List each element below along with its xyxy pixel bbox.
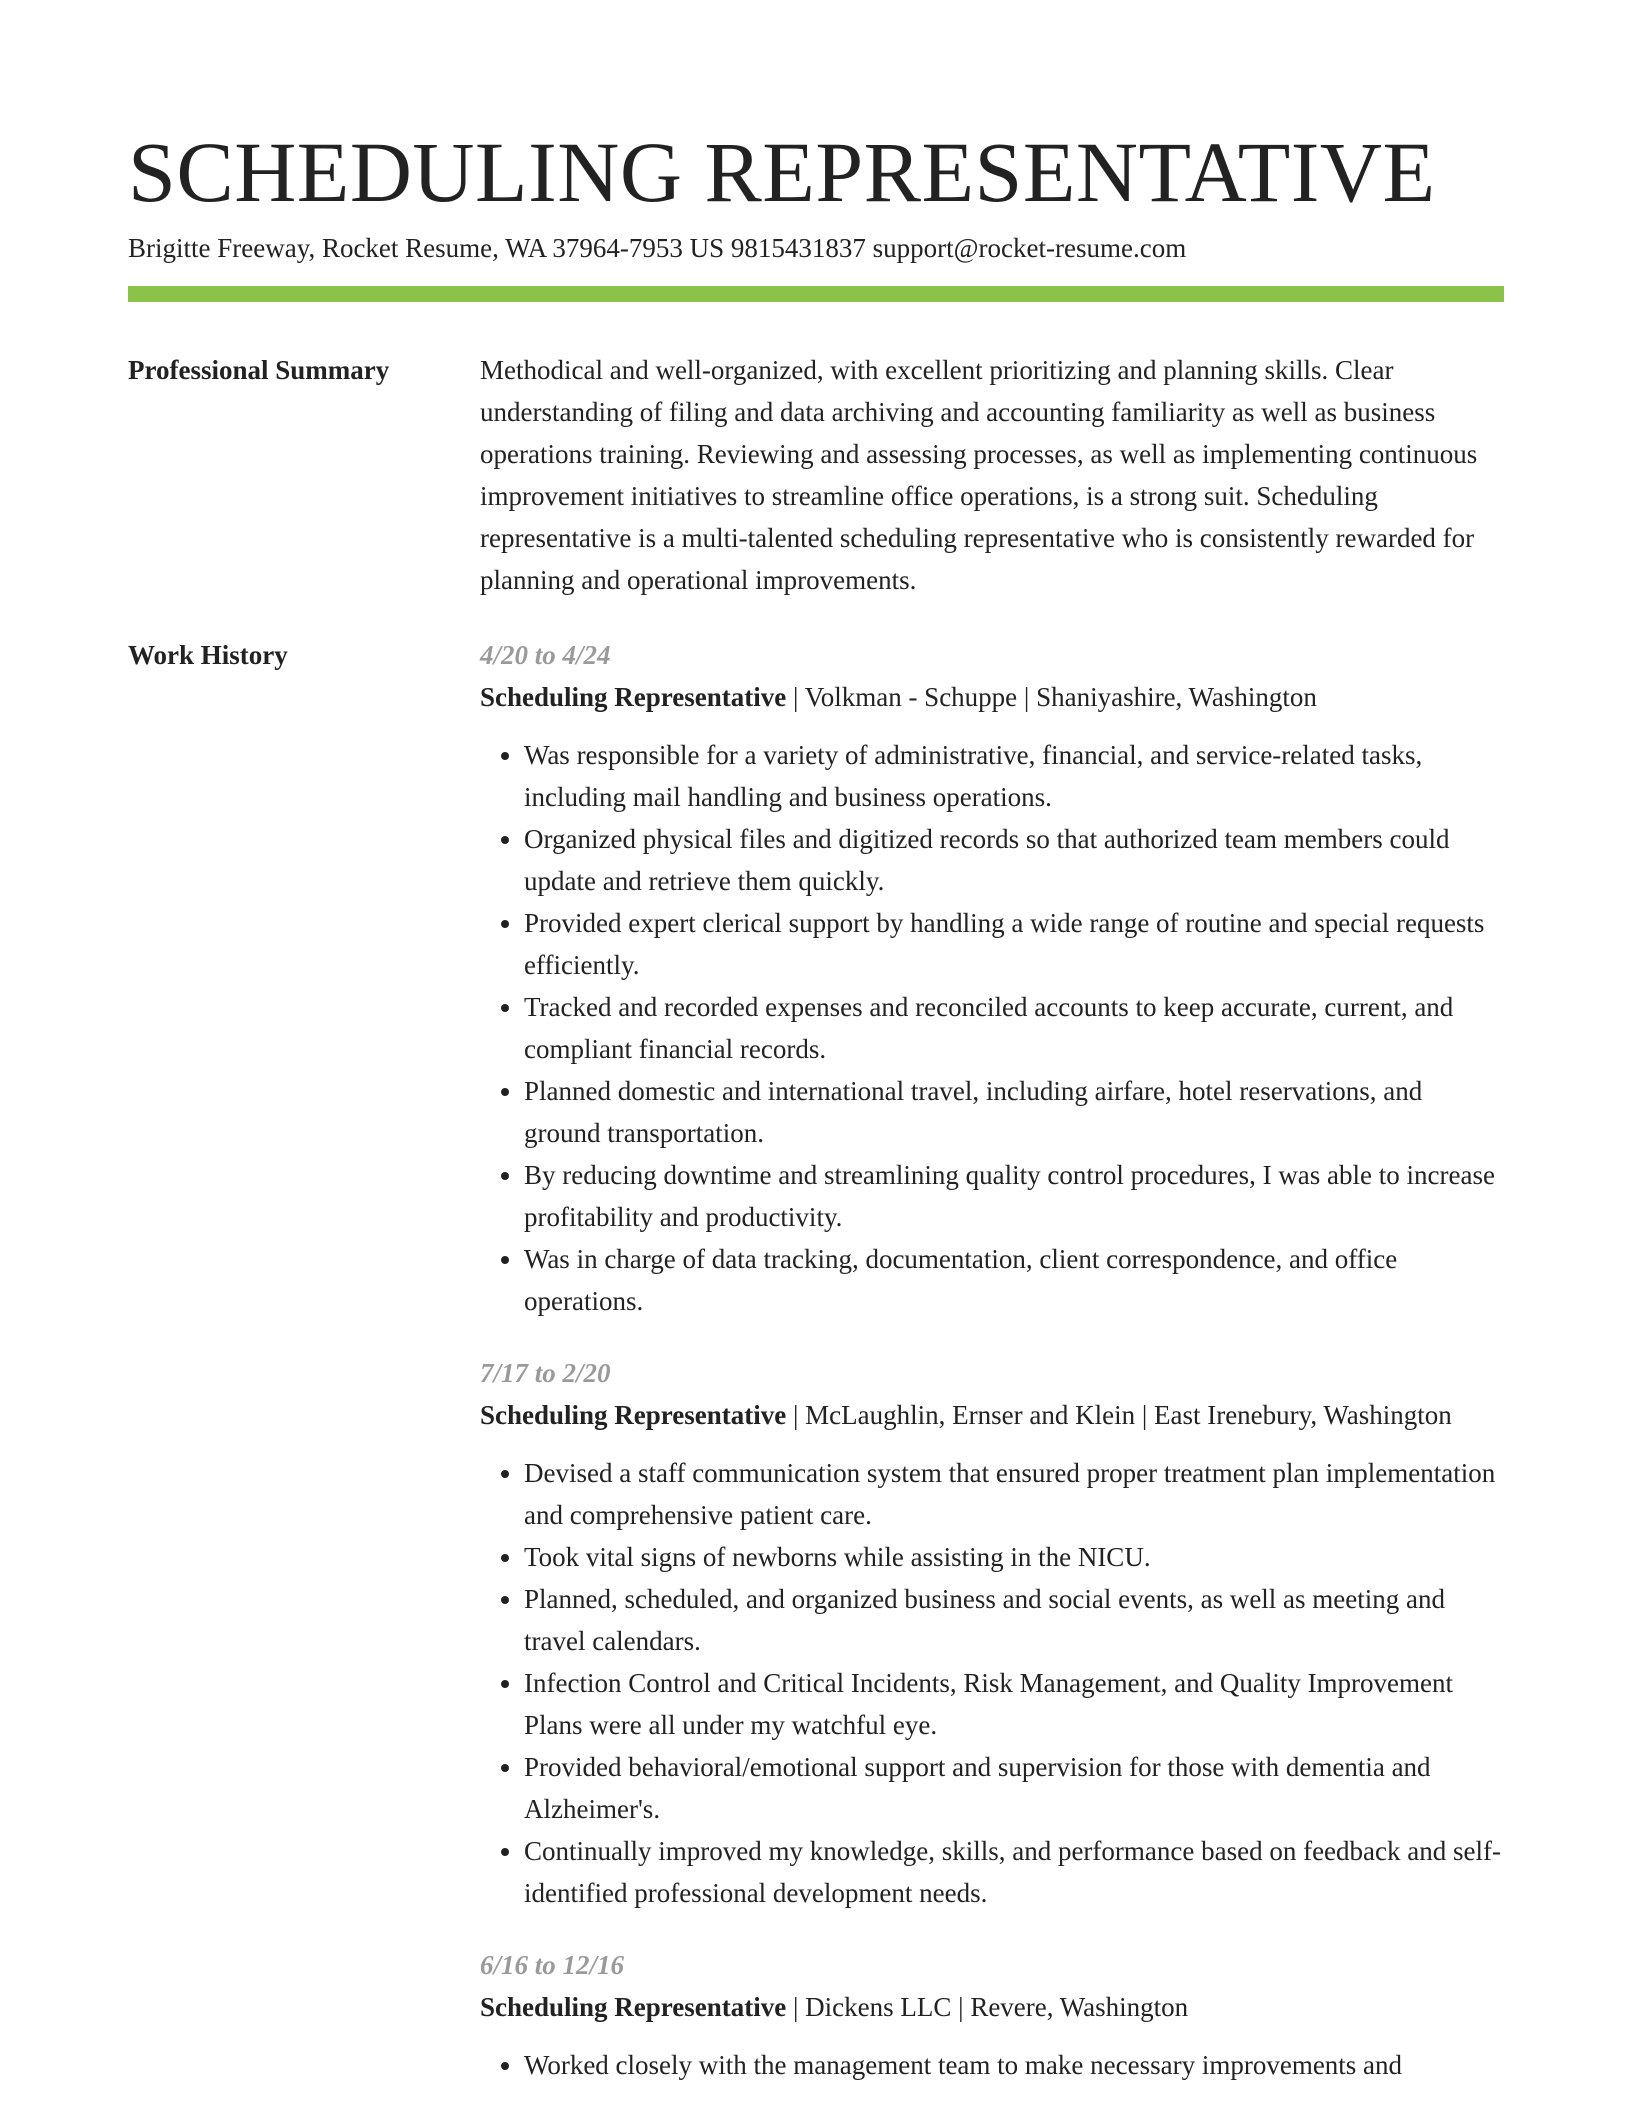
section-label-work-history: Work History — [128, 640, 288, 670]
job-title-line — [480, 1986, 1504, 2028]
separator: | — [958, 1992, 964, 2022]
job-bullet: • Tracked and recorded expenses and reconciled accounts to keep accurate, current, and compliant financial records. — [524, 986, 1504, 1070]
job-location: East Irenebury, Washington — [1153, 1400, 1452, 1430]
job-bullet: • Infection Control and Critical Incidents, Risk Management, and Quality Improvement Plans were all under my watchful eye. — [524, 1662, 1504, 1746]
job-location: Shaniyashire, Washington — [1036, 682, 1317, 712]
job-entry — [480, 634, 1504, 1322]
job-bullets — [480, 1452, 1504, 1914]
separator: | — [793, 1400, 799, 1430]
job-title: Scheduling Representative — [480, 1400, 787, 1430]
job-bullet: • Organized physical files and digitized records so that authorized team members could update and retrieve them quickly. — [524, 818, 1504, 902]
separator: | — [793, 682, 799, 712]
job-location: Revere, Washington — [970, 1992, 1189, 2022]
job-bullet: • Continually improved my knowledge, skills, and performance based on feedback and self-identified professional development needs. — [524, 1830, 1504, 1914]
job-title-line — [480, 1394, 1504, 1436]
job-bullet: • Worked closely with the management team to make necessary improvements and — [524, 2044, 1504, 2086]
resume-title: SCHEDULING REPRESENTATIVE — [128, 124, 1436, 220]
job-bullet: • Planned, scheduled, and organized business and social events, as well as meeting and travel calendars. — [524, 1578, 1504, 1662]
job-company: Dickens LLC — [805, 1992, 952, 2022]
job-company: Volkman - Schuppe — [804, 682, 1018, 712]
job-title: Scheduling Representative — [480, 682, 787, 712]
summary-body — [480, 349, 1504, 601]
summary-text: Methodical and well-organized, with excellent prioritizing and planning skills. Clear understanding of filing and data archiving and accounting familiarity as well as business operations training. Reviewing and assessing processes, as well as implementing continuous improvement initiatives to streamline office operations, is a strong suit. Scheduling representative is a multi-talented scheduling representative who is consistently rewarded for planning and operational improvements. — [480, 355, 1478, 595]
job-bullet: • Provided behavioral/emotional support and supervision for those with dementia and Alzheimer's. — [524, 1746, 1504, 1830]
job-title: Scheduling Representative — [480, 1992, 787, 2022]
job-bullets — [480, 734, 1504, 1322]
work-history-body — [480, 634, 1504, 2116]
separator: | — [793, 1992, 799, 2022]
job-dates: 7/17 to 2/20 — [480, 1358, 611, 1388]
job-entry — [480, 1944, 1504, 2086]
job-company: McLaughlin, Ernser and Klein — [805, 1400, 1136, 1430]
separator: | — [1023, 682, 1030, 712]
job-entry — [480, 1352, 1504, 1914]
job-bullet: • Devised a staff communication system that ensured proper treatment plan implementation and comprehensive patient care. — [524, 1452, 1504, 1536]
job-bullets — [480, 2044, 1504, 2086]
job-bullet: • Was in charge of data tracking, documentation, client correspondence, and office operations. — [524, 1238, 1504, 1322]
job-dates: 4/20 to 4/24 — [480, 640, 611, 670]
separator: | — [1141, 1400, 1148, 1430]
job-title-line — [480, 676, 1504, 718]
header-divider — [128, 286, 1504, 302]
job-bullet: • Took vital signs of newborns while assisting in the NICU. — [524, 1536, 1504, 1578]
job-bullet: • Planned domestic and international travel, including airfare, hotel reservations, and ground transportation. — [524, 1070, 1504, 1154]
job-bullet: • By reducing downtime and streamlining quality control procedures, I was able to increase profitability and productivity. — [524, 1154, 1504, 1238]
contact-line: Brigitte Freeway, Rocket Resume, WA 37964-7953 US 9815431837 support@rocket-resume.com — [128, 233, 1187, 263]
job-bullet: • Provided expert clerical support by handling a wide range of routine and special requests efficiently. — [524, 902, 1504, 986]
section-label-summary: Professional Summary — [128, 355, 390, 385]
job-bullet: • Was responsible for a variety of administrative, financial, and service-related tasks, including mail handling and business operations. — [524, 734, 1504, 818]
job-dates: 6/16 to 12/16 — [480, 1950, 625, 1980]
